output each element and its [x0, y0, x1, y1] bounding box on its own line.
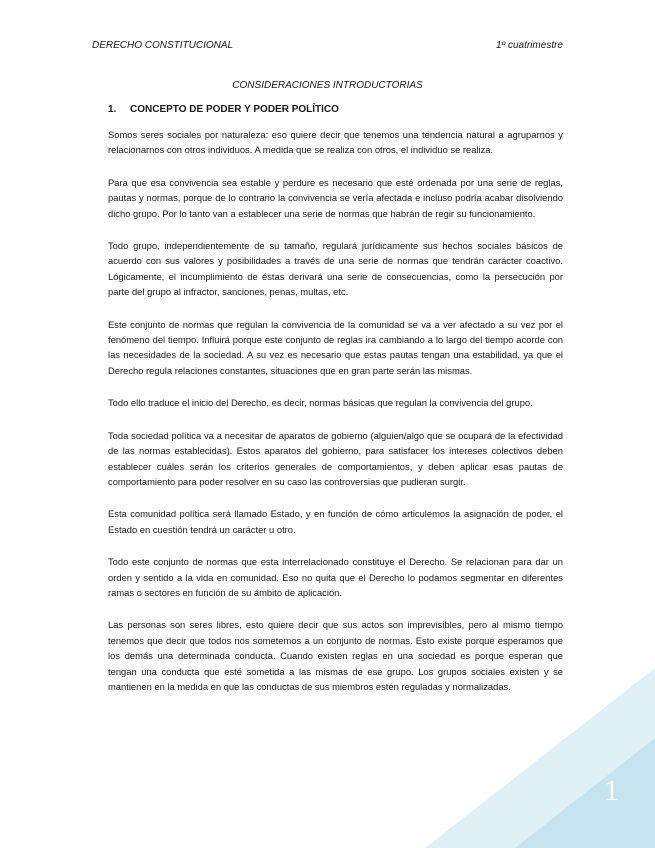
paragraph: Esta comunidad política será llamado Estado, y en función de cómo articulemos la asignación de poder, el Estado en cuestión tendrá un carácter u otro. [108, 508, 563, 535]
section-heading [108, 104, 339, 115]
document-title: CONSIDERACIONES INTRODUCTORIAS [232, 80, 423, 91]
paragraph: Somos seres sociales por naturaleza: eso quiere decir que tenemos una tendencia natural a agruparnos y relacionarnos con otros individuos. A medida que se realiza con otros, el individuo se realiza. [108, 129, 563, 156]
section-title: CONCEPTO DE PODER Y PODER POLÍTICO [130, 104, 339, 115]
paragraph: Toda sociedad política va a necesitar de aparatos de gobierno (alguien/algo que se ocupará de la efectividad de las normas establecidas). Estos aparatos del gobierno, para satisfacer los intereses colectivos deben establecer cuáles serán los criterios generales de comportamientos, y deben aplicar esas pautas de comportamiento para poder resolver en su caso las controversias que pudieran surgir. [108, 429, 563, 487]
paragraph: Para que esa convivencia sea estable y perdure es necesario que esté ordenada por una serie de reglas, pautas y normas, porque de lo contrario la convivencia se vería afectada e incluso podría acabar disolviendo dicho grupo. Por lo tanto van a establecer una serie de normas que habrán de regir su funcionamiento. [108, 176, 563, 219]
paragraph: Todo ello traduce el inicio del Derecho, es decir, normas básicas que regulan la convivencia del grupo. [108, 397, 533, 409]
page-number: 1 [604, 774, 619, 807]
document-body [108, 127, 563, 711]
page-corner-decoration [425, 668, 655, 848]
section-number: 1. [108, 104, 117, 115]
header-course-title: DERECHO CONSTITUCIONAL [92, 40, 234, 51]
header-term: 1º cuatrimestre [495, 40, 563, 51]
paragraph: Todo grupo, independientemente de su tamaño, regulará jurídicamente sus hechos sociales básicos de acuerdo con sus valores y posibilidades a través de una serie de normas que tendrán carácter coactivo. Lógicamente, el incumplimiento de éstas derivará una serie de consecuencias, como la persecución por parte del grupo al infractor, sanciones, penas, multas, etc. [108, 240, 563, 298]
paragraph: Este conjunto de normas que regulan la convivencia de la comunidad se va a ver afectado a su vez por el fenómeno del tiempo. Influirá porque este conjunto de reglas ira cambiando a lo largo del tiempo acorde con las necesidades de la sociedad. A su vez es necesario que estas pautas tengan una estabilidad, ya que el Derecho regula relaciones constantes, situaciones que en gran parte serán las mismas. [108, 318, 563, 376]
paragraph: Las personas son seres libres, esto quiere decir que sus actos son imprevisibles, pero al mismo tiempo tenemos que decir que todos nos sometemos a un conjunto de normas. Esto existe porque esperamos que los demás una determinada conducta. Cuando existen reglas en una sociedad es porque esperan que tengan una conducta que esté sometida a las mismas de ese grupo. Los grupos sociales existen y se mantienen en la medida en que las conductas de sus miembros estén reguladas y normalizadas. [108, 619, 563, 692]
paragraph: Todo este conjunto de normas que esta interrelacionado constituye el Derecho. Se relacionan para dar un orden y sentido a la vida en comunidad. Eso no quita que el Derecho lo podamos segmentar en diferentes ramas o sectores en función de su ámbito de aplicación. [108, 556, 563, 598]
page-header [92, 40, 563, 54]
